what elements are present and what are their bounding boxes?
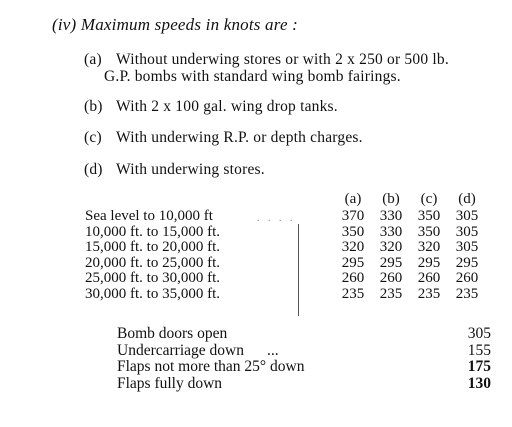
- altitude-label: 30,000 ft. to 35,000 ft.: [85, 286, 220, 302]
- table-row: [85, 287, 505, 303]
- speed-cell: 260: [417, 270, 441, 287]
- speed-cell: 235: [417, 286, 441, 302]
- altitude-label: Sea level to 10,000 ft: [85, 208, 213, 224]
- column-header-d: (d): [458, 191, 476, 207]
- limit-value: 155: [467, 341, 491, 359]
- table-row: [85, 209, 505, 225]
- speed-cell: 320: [417, 239, 441, 256]
- speed-cell: 350: [417, 208, 441, 224]
- speed-cell: 260: [379, 270, 403, 287]
- limit-row: [117, 326, 497, 343]
- altitude-label: 25,000 ft. to 30,000 ft.: [85, 270, 220, 287]
- speed-cell: 295: [379, 254, 403, 271]
- speed-table: [85, 209, 505, 309]
- speed-cell: 295: [455, 254, 479, 271]
- limit-leader: ...: [267, 341, 279, 359]
- speed-cell: 350: [341, 223, 365, 240]
- speed-cell: 305: [455, 239, 479, 256]
- table-column-headers: [336, 192, 496, 208]
- limit-value: 305: [467, 325, 491, 342]
- speed-cell: 295: [417, 254, 441, 271]
- speed-cell: 350: [417, 223, 441, 240]
- limit-row: [117, 376, 497, 393]
- speed-cell: 330: [379, 208, 403, 224]
- speed-cell: 330: [379, 223, 403, 240]
- speed-cell: 260: [341, 270, 365, 287]
- limit-row: [117, 343, 497, 360]
- limit-label: Undercarriage down: [117, 341, 244, 359]
- limit-row: [117, 359, 497, 376]
- column-header-a: (a): [344, 191, 362, 207]
- speed-cell: 370: [341, 208, 365, 224]
- speed-cell: 320: [341, 239, 365, 256]
- limit-value: 175: [467, 358, 491, 376]
- speed-cell: 260: [455, 270, 479, 287]
- condition-a-text-line1: Without underwing stores or with 2 x 250 or 500 lb.: [116, 51, 449, 68]
- condition-d-marker: (d): [84, 161, 103, 178]
- speed-cell: 235: [455, 286, 479, 302]
- limit-label: Flaps not more than 25° down: [117, 358, 305, 376]
- condition-b-marker: (b): [84, 98, 103, 115]
- column-header-c: (c): [420, 191, 438, 207]
- altitude-label: 15,000 ft. to 20,000 ft.: [85, 239, 220, 256]
- table-row: [85, 256, 505, 272]
- condition-c-text: With underwing R.P. or depth charges.: [116, 129, 363, 146]
- speed-cell: 235: [341, 286, 365, 302]
- speed-cell: 305: [455, 223, 479, 240]
- column-divider: [298, 224, 299, 316]
- speed-cell: 320: [379, 239, 403, 256]
- condition-a-marker: (a): [84, 51, 102, 68]
- altitude-label: 10,000 ft. to 15,000 ft.: [85, 223, 220, 240]
- speed-cell: 235: [379, 286, 403, 302]
- section-heading: (iv) Maximum speeds in knots are :: [52, 15, 298, 34]
- table-row: [85, 271, 505, 287]
- condition-a-text-line2: G.P. bombs with standard wing bomb fairings.: [104, 68, 401, 85]
- column-header-b: (b): [382, 191, 400, 207]
- table-row: [85, 240, 505, 256]
- limit-label: Bomb doors open: [117, 325, 228, 342]
- speed-cell: 295: [341, 254, 365, 271]
- leader-dots: . . . .: [257, 213, 296, 224]
- condition-b-text: With 2 x 100 gal. wing drop tanks.: [116, 98, 338, 115]
- limit-label: Flaps fully down: [117, 374, 223, 392]
- table-row: [85, 225, 505, 241]
- altitude-label: 20,000 ft. to 25,000 ft.: [85, 254, 220, 271]
- condition-c-marker: (c): [84, 129, 102, 146]
- limits-list: [117, 326, 497, 396]
- speed-cell: 305: [455, 208, 479, 224]
- limit-value: 130: [467, 374, 491, 392]
- condition-d-text: With underwing stores.: [116, 161, 265, 178]
